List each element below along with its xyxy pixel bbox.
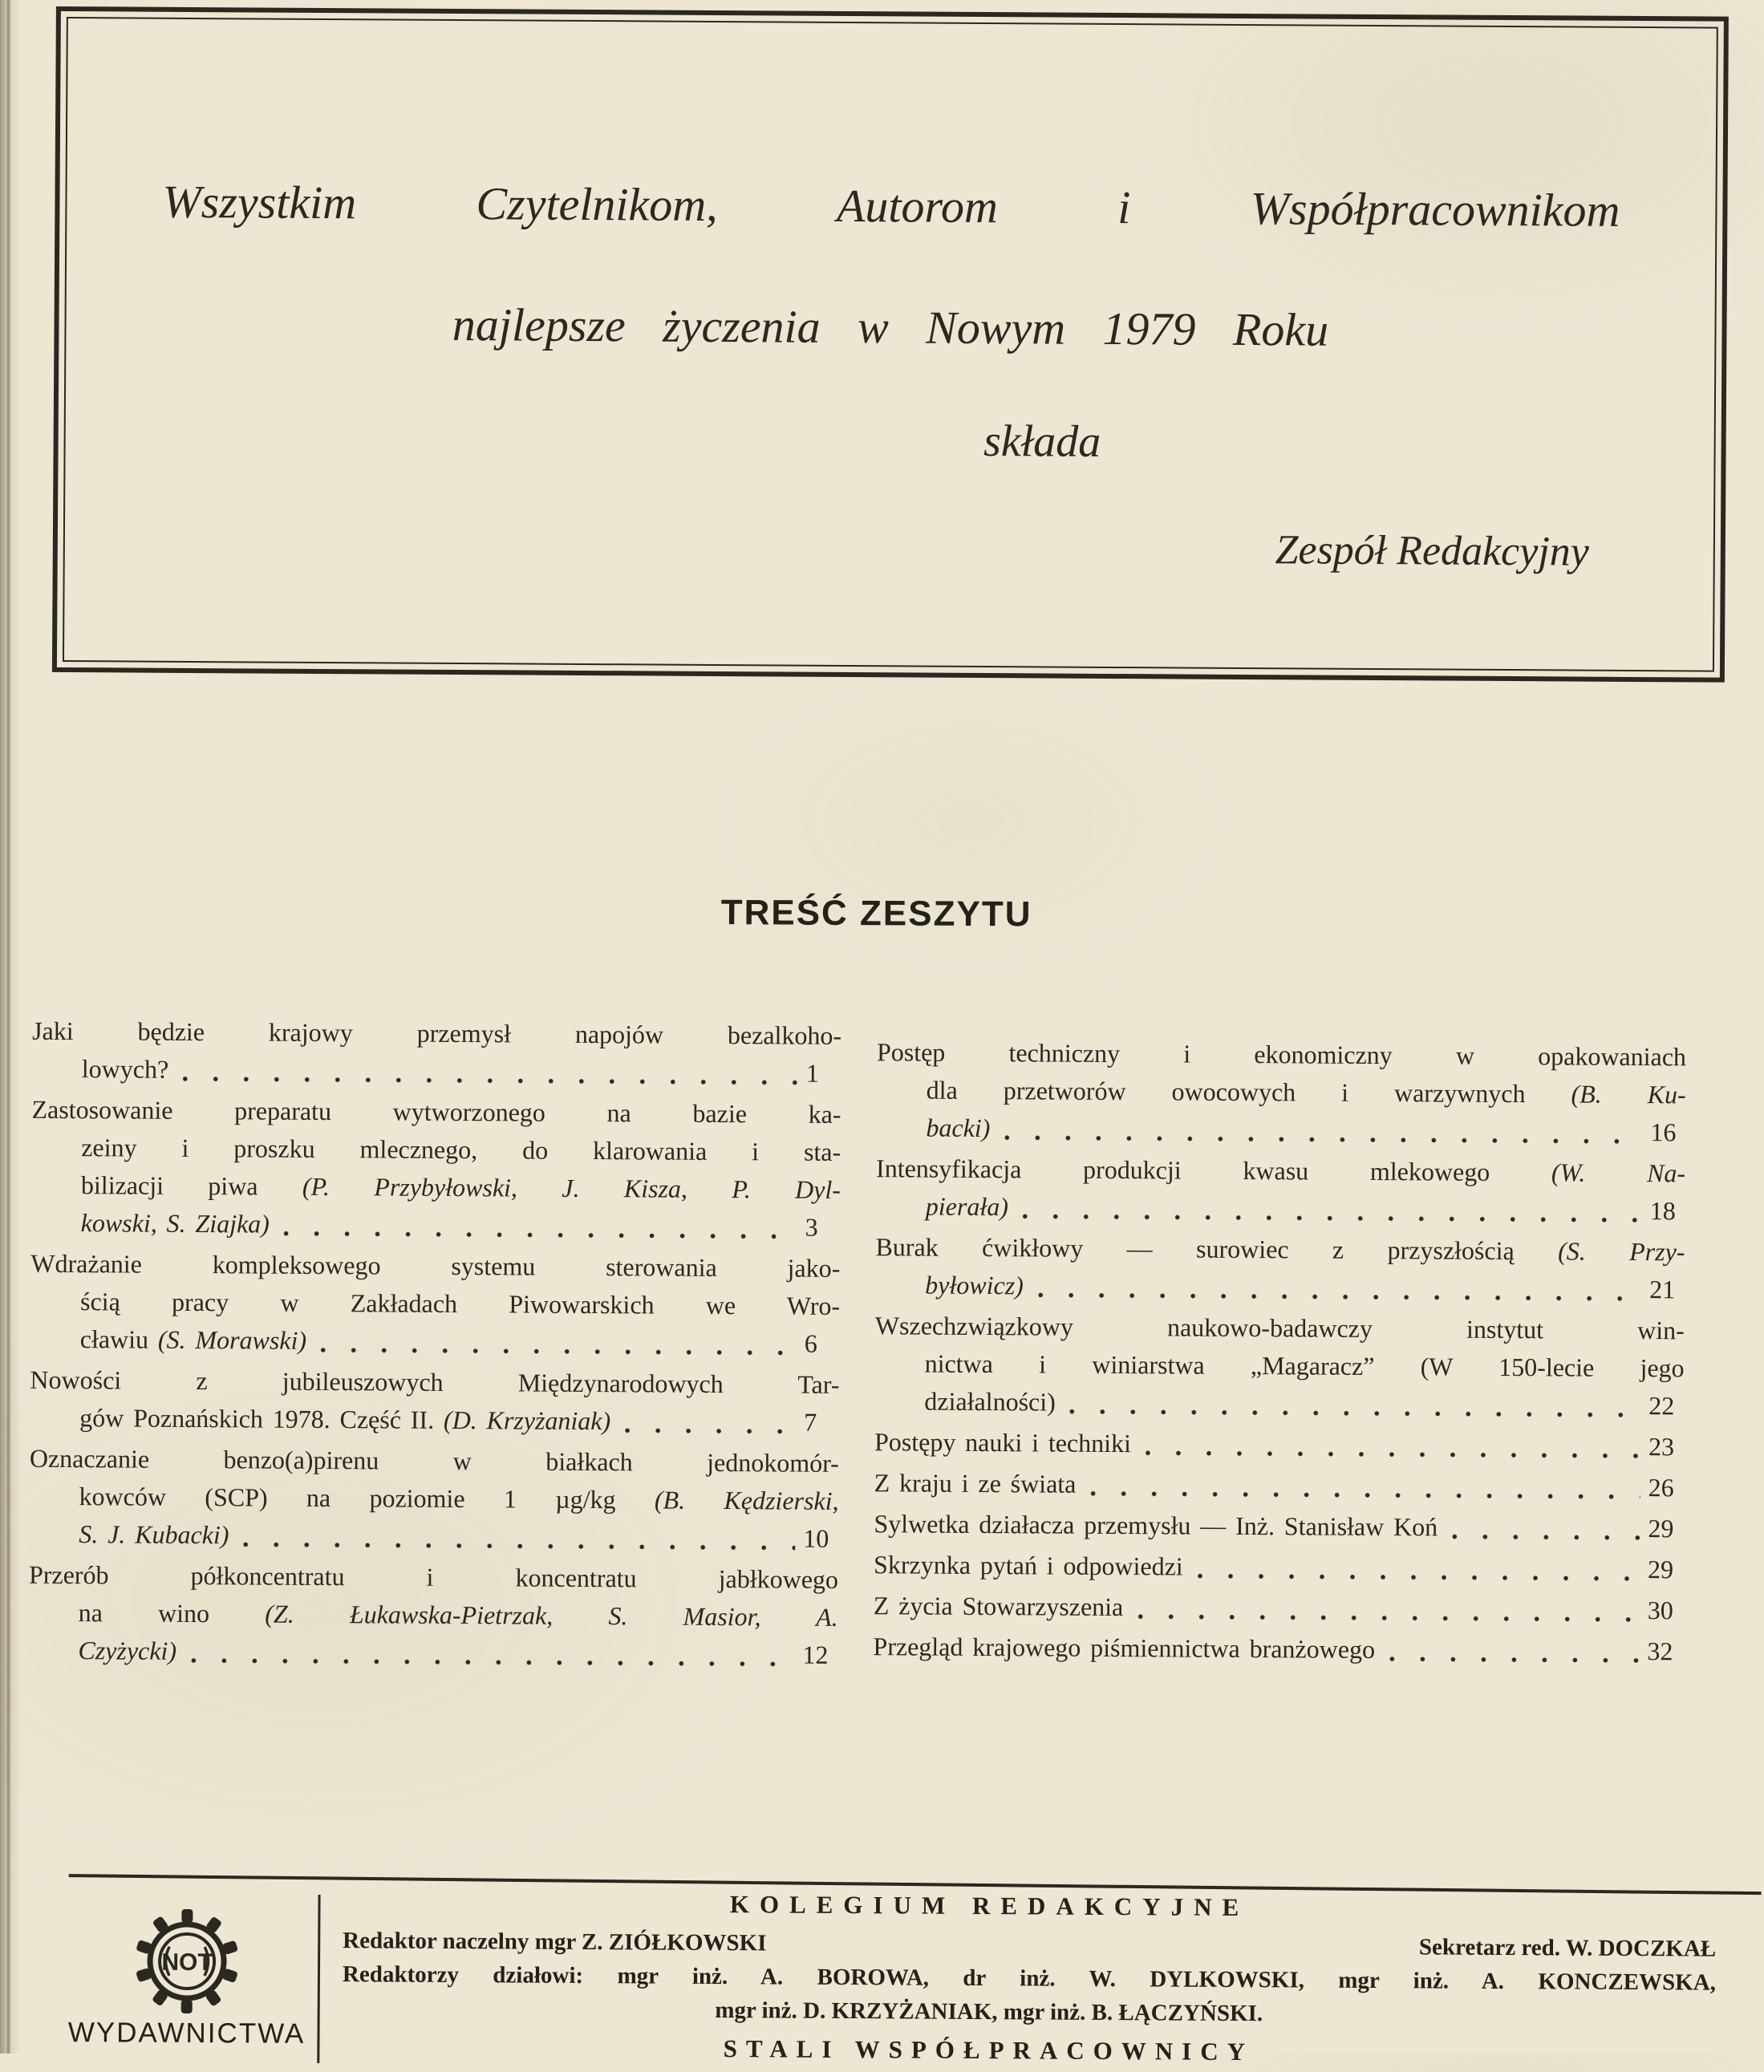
toc-entry-title (874, 1423, 1131, 1462)
toc-entry-title (876, 1154, 1685, 1187)
toc-entry-line (30, 1283, 840, 1325)
toc-author-italic: (S. Morawski) (157, 1324, 307, 1355)
not-gear-icon (134, 1908, 241, 2015)
toc-title-text: Nowości z jubileuszowych Międzynarodowych Tar- (30, 1364, 840, 1399)
toc-entry-title (29, 1560, 838, 1594)
toc-title-text: cławiu (79, 1324, 159, 1354)
toc-author-italic: pierała) (925, 1191, 1009, 1222)
toc-author-italic: S. J. Kubacki) (79, 1519, 229, 1550)
toc-entry-title (82, 1050, 169, 1089)
toc-entry-lastline (874, 1505, 1683, 1547)
toc-entry-title (78, 1632, 176, 1670)
dot-leader (1070, 1409, 1641, 1417)
toc-entry-title (874, 1505, 1438, 1546)
toc-entry-title (32, 1016, 841, 1050)
toc-entry (30, 1245, 841, 1363)
toc-entry (876, 1033, 1686, 1151)
toc-entry-line (30, 1440, 839, 1482)
toc-entry-title (30, 1444, 839, 1478)
toc-entry-title (925, 1349, 1685, 1383)
toc-title-text: zeiny i proszku mlecznego, do klarowania i sta- (81, 1133, 841, 1166)
toc-entry-lastline (876, 1109, 1685, 1151)
toc-entry-line (876, 1150, 1685, 1192)
toc-author-italic: (S. Przy- (1558, 1236, 1685, 1267)
toc-author-italic: (B. Ku- (1571, 1079, 1686, 1109)
toc-entry-title (31, 1095, 841, 1129)
toc-entry-title (80, 1287, 840, 1320)
toc-entry-line (31, 1091, 841, 1133)
toc-entry-title (79, 1399, 610, 1440)
toc-entry-title (30, 1249, 840, 1283)
toc-author-italic: backi) (926, 1113, 991, 1143)
toc-entry-title (81, 1133, 841, 1166)
toc-heading: TREŚĆ ZESZYTU (720, 893, 1032, 935)
toc-author-italic: (W. Na- (1551, 1158, 1686, 1188)
toc-entry-title (874, 1546, 1183, 1585)
toc-entry-lastline (30, 1320, 840, 1363)
dot-leader (1137, 1614, 1639, 1622)
toc-entry-line (32, 1012, 841, 1055)
toc-entry-title (926, 1188, 1008, 1227)
toc-entry-lastline (874, 1587, 1683, 1629)
toc-title-text: dla przetworów owocowych i warzywnych (926, 1075, 1571, 1109)
toc-entry-title (873, 1628, 1375, 1669)
toc-entry-line (877, 1033, 1686, 1076)
page-number: 6 (804, 1328, 817, 1358)
toc-entry (28, 1556, 838, 1674)
editors-row (343, 1926, 1716, 1963)
toc-entry-title (924, 1383, 1056, 1421)
toc-title-text: na wino (78, 1598, 266, 1628)
dot-leader (1452, 1535, 1640, 1540)
toc-author-italic: (P. Przybyłowski, J. Kisza, P. Dyl- (302, 1171, 841, 1204)
editorial-board-block (342, 1887, 1716, 2070)
toc-entry-line (29, 1556, 838, 1599)
page-number: 30 (1647, 1596, 1673, 1625)
toc-entry-line (29, 1478, 838, 1520)
toc-title-text: Przegląd krajowego piśmiennictwa branżowego (873, 1632, 1376, 1664)
toc-entry-lastline (874, 1464, 1684, 1506)
toc-author-italic: (Z. Łukawska-Pietrzak, S. Masior, A. (265, 1599, 838, 1632)
contributors-heading: STALI WSPÓŁPRACOWNICY (723, 2034, 1255, 2066)
toc-entry-lastline (874, 1423, 1684, 1466)
toc-author-italic: (D. Krzyżaniak) (443, 1405, 611, 1436)
toc-entry (873, 1628, 1682, 1670)
table-of-contents (28, 1012, 1686, 1683)
toc-entry-title (81, 1204, 270, 1243)
toc-entry-line (31, 1129, 841, 1171)
greeting-box (52, 6, 1729, 683)
toc-title-text: ścią pracy w Zakładach Piwowarskich we Wro- (79, 1287, 841, 1320)
dot-leader (1090, 1491, 1640, 1499)
toc-entry-lastline (873, 1628, 1682, 1670)
page-number: 10 (803, 1523, 829, 1553)
dot-leader (625, 1428, 796, 1433)
toc-entry-title (875, 1232, 1685, 1266)
page-number: 3 (805, 1212, 818, 1242)
publisher-logo-block (63, 1908, 310, 2050)
toc-title-text: Skrzynka pytań i odpowiedzi (873, 1550, 1183, 1581)
toc-entry-title (925, 1267, 1024, 1305)
toc-title-text: Z kraju i ze świata (874, 1468, 1077, 1498)
toc-title-text: Wdrażanie kompleksowego systemu sterowania jako- (30, 1248, 841, 1283)
dot-leader (183, 1077, 798, 1085)
toc-title-text: gów Poznańskich 1978. Część II. (79, 1403, 444, 1434)
toc-entry-title (79, 1598, 838, 1632)
toc-entry-title (79, 1482, 838, 1515)
toc-entry-line (875, 1228, 1685, 1271)
toc-title-text: Sylwetka działacza przemysłu — Inż. Stanisław Koń (874, 1509, 1438, 1542)
greeting-line1: Wszystkim Czytelnikom, Autorom i Współpracownikom (162, 175, 1620, 237)
toc-entry-lastline (28, 1632, 837, 1674)
page-number: 29 (1647, 1555, 1674, 1584)
toc-entry-lastline (875, 1266, 1685, 1308)
toc-entry-lastline (874, 1382, 1684, 1425)
page-number: 16 (1650, 1117, 1677, 1147)
dot-leader (1023, 1214, 1642, 1223)
toc-entry-line (31, 1166, 841, 1209)
toc-title-text: Postępy nauki i techniki (874, 1427, 1132, 1458)
page-number: 26 (1648, 1473, 1674, 1502)
toc-title-text: Oznaczanie benzo(a)pirenu w białkach jednokomór- (29, 1443, 839, 1478)
toc-title-text: Przerób półkoncentratu i koncentratu jabłkowego (28, 1559, 839, 1594)
dot-leader (1198, 1574, 1640, 1581)
toc-author-italic: kowski, S. Ziajka) (80, 1208, 270, 1239)
toc-entry-line (874, 1344, 1684, 1387)
page-number: 29 (1648, 1514, 1674, 1543)
toc-entry-title (79, 1515, 229, 1554)
toc-entry-title (877, 1037, 1686, 1071)
page-number: 18 (1649, 1196, 1676, 1226)
toc-entry-title (81, 1170, 841, 1204)
dot-leader (243, 1542, 795, 1550)
toc-title-text: lowych? (81, 1054, 169, 1084)
publisher-caption: WYDAWNICTWA (67, 2017, 306, 2050)
kolegium-heading: KOLEGIUM REDAKCYJNE (729, 1890, 1250, 1922)
toc-entry (31, 1091, 841, 1247)
toc-entry-line (30, 1361, 839, 1404)
dot-leader (1146, 1450, 1640, 1458)
dot-leader (284, 1231, 797, 1239)
toc-entry (874, 1423, 1684, 1466)
toc-entry-line (875, 1307, 1685, 1349)
page-number: 32 (1647, 1636, 1673, 1666)
toc-title-text: Jaki będzie krajowy przemysł napojów bezalkoho- (32, 1016, 842, 1050)
toc-entry-title (927, 1076, 1686, 1109)
toc-title-text: Zastosowanie preparatu wytworzonego na bazie ka- (31, 1094, 841, 1129)
toc-entry-line (877, 1071, 1686, 1113)
page-number: 21 (1649, 1275, 1676, 1304)
page-number: 7 (804, 1407, 817, 1437)
page-number: 1 (805, 1058, 819, 1088)
toc-entry (874, 1505, 1683, 1547)
toc-entry-title (30, 1365, 839, 1399)
toc-title-text: bilizacji piwa (80, 1170, 303, 1201)
toc-entry (874, 1307, 1685, 1425)
toc-entry-lastline (32, 1050, 841, 1093)
greeting-signature: Zespół Redakcyjny (1275, 527, 1590, 575)
toc-entry (874, 1546, 1683, 1588)
toc-title-text: Z życia Stowarzyszenia (873, 1591, 1124, 1622)
dot-leader (1004, 1135, 1642, 1144)
toc-left-column (28, 1012, 841, 1677)
toc-right-column (873, 1033, 1686, 1682)
toc-author-italic: Czyżycki) (78, 1636, 177, 1665)
greeting-line3: składa (983, 416, 1101, 467)
toc-title-text: Wszechzwiązkowy naukowo-badawczy instytut win- (874, 1311, 1685, 1345)
toc-author-italic: (B. Kędzierski, (654, 1485, 839, 1515)
toc-entry-lastline (29, 1515, 838, 1558)
page-number: 22 (1648, 1391, 1675, 1421)
toc-entry-title (80, 1320, 307, 1360)
dot-leader (1038, 1292, 1641, 1301)
toc-entry-title (875, 1311, 1685, 1344)
dot-leader (1389, 1656, 1639, 1663)
toc-entry (32, 1012, 842, 1093)
toc-title-text: Postęp techniczny i ekonomiczny w opakowaniach (876, 1037, 1687, 1072)
toc-title-text: kowców (SCP) na poziomie 1 µg/kg (79, 1482, 655, 1514)
toc-entry (30, 1361, 840, 1441)
toc-title-text: Burak ćwikłowy — surowiec z przyszłością (875, 1232, 1559, 1266)
toc-entry-lastline (30, 1399, 839, 1441)
toc-entry-title (874, 1464, 1077, 1503)
toc-title-text: Intensyfikacja produkcji kwasu mlekowego (876, 1154, 1552, 1187)
secretary: Sekretarz red. W. DOCZKAŁ (1418, 1934, 1717, 1962)
not-logo-text: NOT (161, 1948, 213, 1977)
toc-entry-title (926, 1109, 990, 1147)
dot-leader (321, 1348, 797, 1356)
toc-entry (875, 1228, 1685, 1308)
page-number: 12 (802, 1640, 829, 1669)
toc-entry-lastline (31, 1204, 841, 1247)
toc-entry-lastline (876, 1187, 1685, 1230)
toc-title-text: działalności) (924, 1386, 1056, 1417)
toc-entry (876, 1150, 1686, 1230)
toc-entry-line (30, 1245, 840, 1287)
toc-entry (874, 1587, 1683, 1629)
greeting-content (70, 24, 1711, 664)
section-editors-line2: mgr inż. D. KRZYŻANIAK, mgr inż. B. ŁĄCZYŃSKI. (715, 1997, 1263, 2027)
greeting-line2: najlepsze życzenia w Nowym 1979 Roku (452, 298, 1329, 356)
toc-author-italic: byłowicz) (925, 1270, 1024, 1300)
toc-title-text: nictwa i winiarstwa „Magaracz” (W 150-lecie jego (924, 1348, 1685, 1383)
page-number: 23 (1648, 1432, 1675, 1462)
toc-entry-title (874, 1587, 1124, 1626)
toc-entry-line (29, 1594, 838, 1636)
toc-entry-lastline (874, 1546, 1683, 1588)
section-editors-line1: Redaktorzy działowi: mgr inż. A. BOROWA, dr inż. W. DYLKOWSKI, mgr inż. A. KONCZEWSKA, (342, 1961, 1717, 1996)
toc-entry (874, 1464, 1684, 1506)
dot-leader (191, 1658, 794, 1667)
toc-entry (29, 1440, 839, 1558)
editor-in-chief: Redaktor naczelny mgr Z. ZIÓŁKOWSKI (343, 1928, 767, 1956)
